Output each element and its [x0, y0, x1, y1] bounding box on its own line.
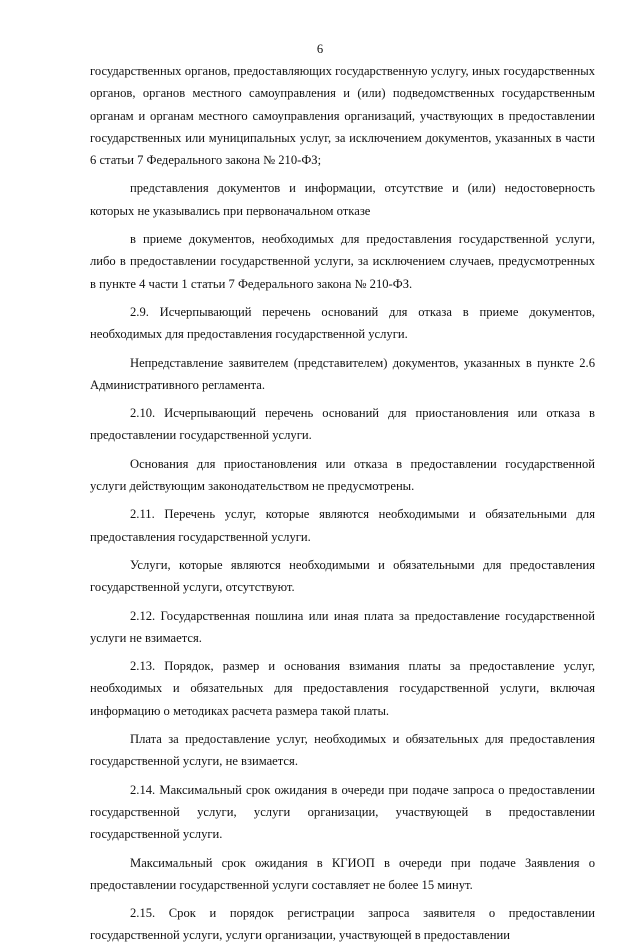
paragraph-13: 2.14. Максимальный срок ожидания в очереди при подаче запроса о предоставлении государственной услуги, услуги организации, участвующей в предоставлении государственной услуги.	[90, 782, 595, 842]
paragraph-10: 2.12. Государственная пошлина или иная плата за предоставление государственной услуги не взимается.	[90, 608, 595, 645]
paragraph-11: 2.13. Порядок, размер и основания взимания платы за предоставление услуг, необходимых и обязательных для предоставления государственной услуги, включая информацию о методиках расчета размера такой платы.	[90, 659, 595, 718]
paragraph-9: Услуги, которые являются необходимыми и обязательными для предоставления государственной услуги, отсутствуют.	[90, 557, 595, 595]
paragraph-3: в приеме документов, необходимых для предоставления государственной услуги, либо в предоставлении государственной услуги, за исключением случаев, предусмотренных в пункте 4 части 1 статьи 7 Федерального закона № 210-ФЗ.	[90, 232, 595, 291]
paragraph-6: 2.10. Исчерпывающий перечень оснований для приостановления или отказа в предоставлении государственной услуги.	[90, 406, 595, 443]
paragraph-8: 2.11. Перечень услуг, которые являются необходимыми и обязательными для предоставления государственной услуги.	[90, 507, 595, 544]
document-body	[90, 60, 595, 947]
paragraph-7: Основания для приостановления или отказа в предоставлении государственной услуги действующим законодательством не предусмотрены.	[90, 456, 595, 494]
paragraph-14: Максимальный срок ожидания в КГИОП в очереди при подаче Заявления о предоставлении государственной услуги составляет не более 15 минут.	[90, 855, 595, 892]
page-number: 6	[316, 42, 324, 56]
paragraph-15: 2.15. Срок и порядок регистрации запроса заявителя о предоставлении государственной услуги, услуги организации, участвующей в предоставлении	[90, 906, 595, 943]
paragraph-12: Плата за предоставление услуг, необходимых и обязательных для предоставления государственной услуги, не взимается.	[90, 732, 595, 769]
paragraph-4: 2.9. Исчерпывающий перечень оснований для отказа в приеме документов, необходимых для предоставления государственной услуги.	[90, 304, 595, 342]
paragraph-1: государственных органов, предоставляющих государственную услугу, иных государственных органов, органов местного самоуправления и (или) подведомственных государственным органам и органам местного самоуправления организаций, участвующих в предоставлении государственных или муниципальных услуг, за исключением документов, указанных в части 6 статьи 7 Федерального закона № 210-ФЗ;	[90, 64, 595, 168]
paragraph-5: Непредставление заявителем (представителем) документов, указанных в пункте 2.6 Административного регламента.	[90, 355, 595, 392]
paragraph-2: представления документов и информации, отсутствие и (или) недостоверность которых не указывались при первоначальном отказе	[90, 181, 595, 218]
